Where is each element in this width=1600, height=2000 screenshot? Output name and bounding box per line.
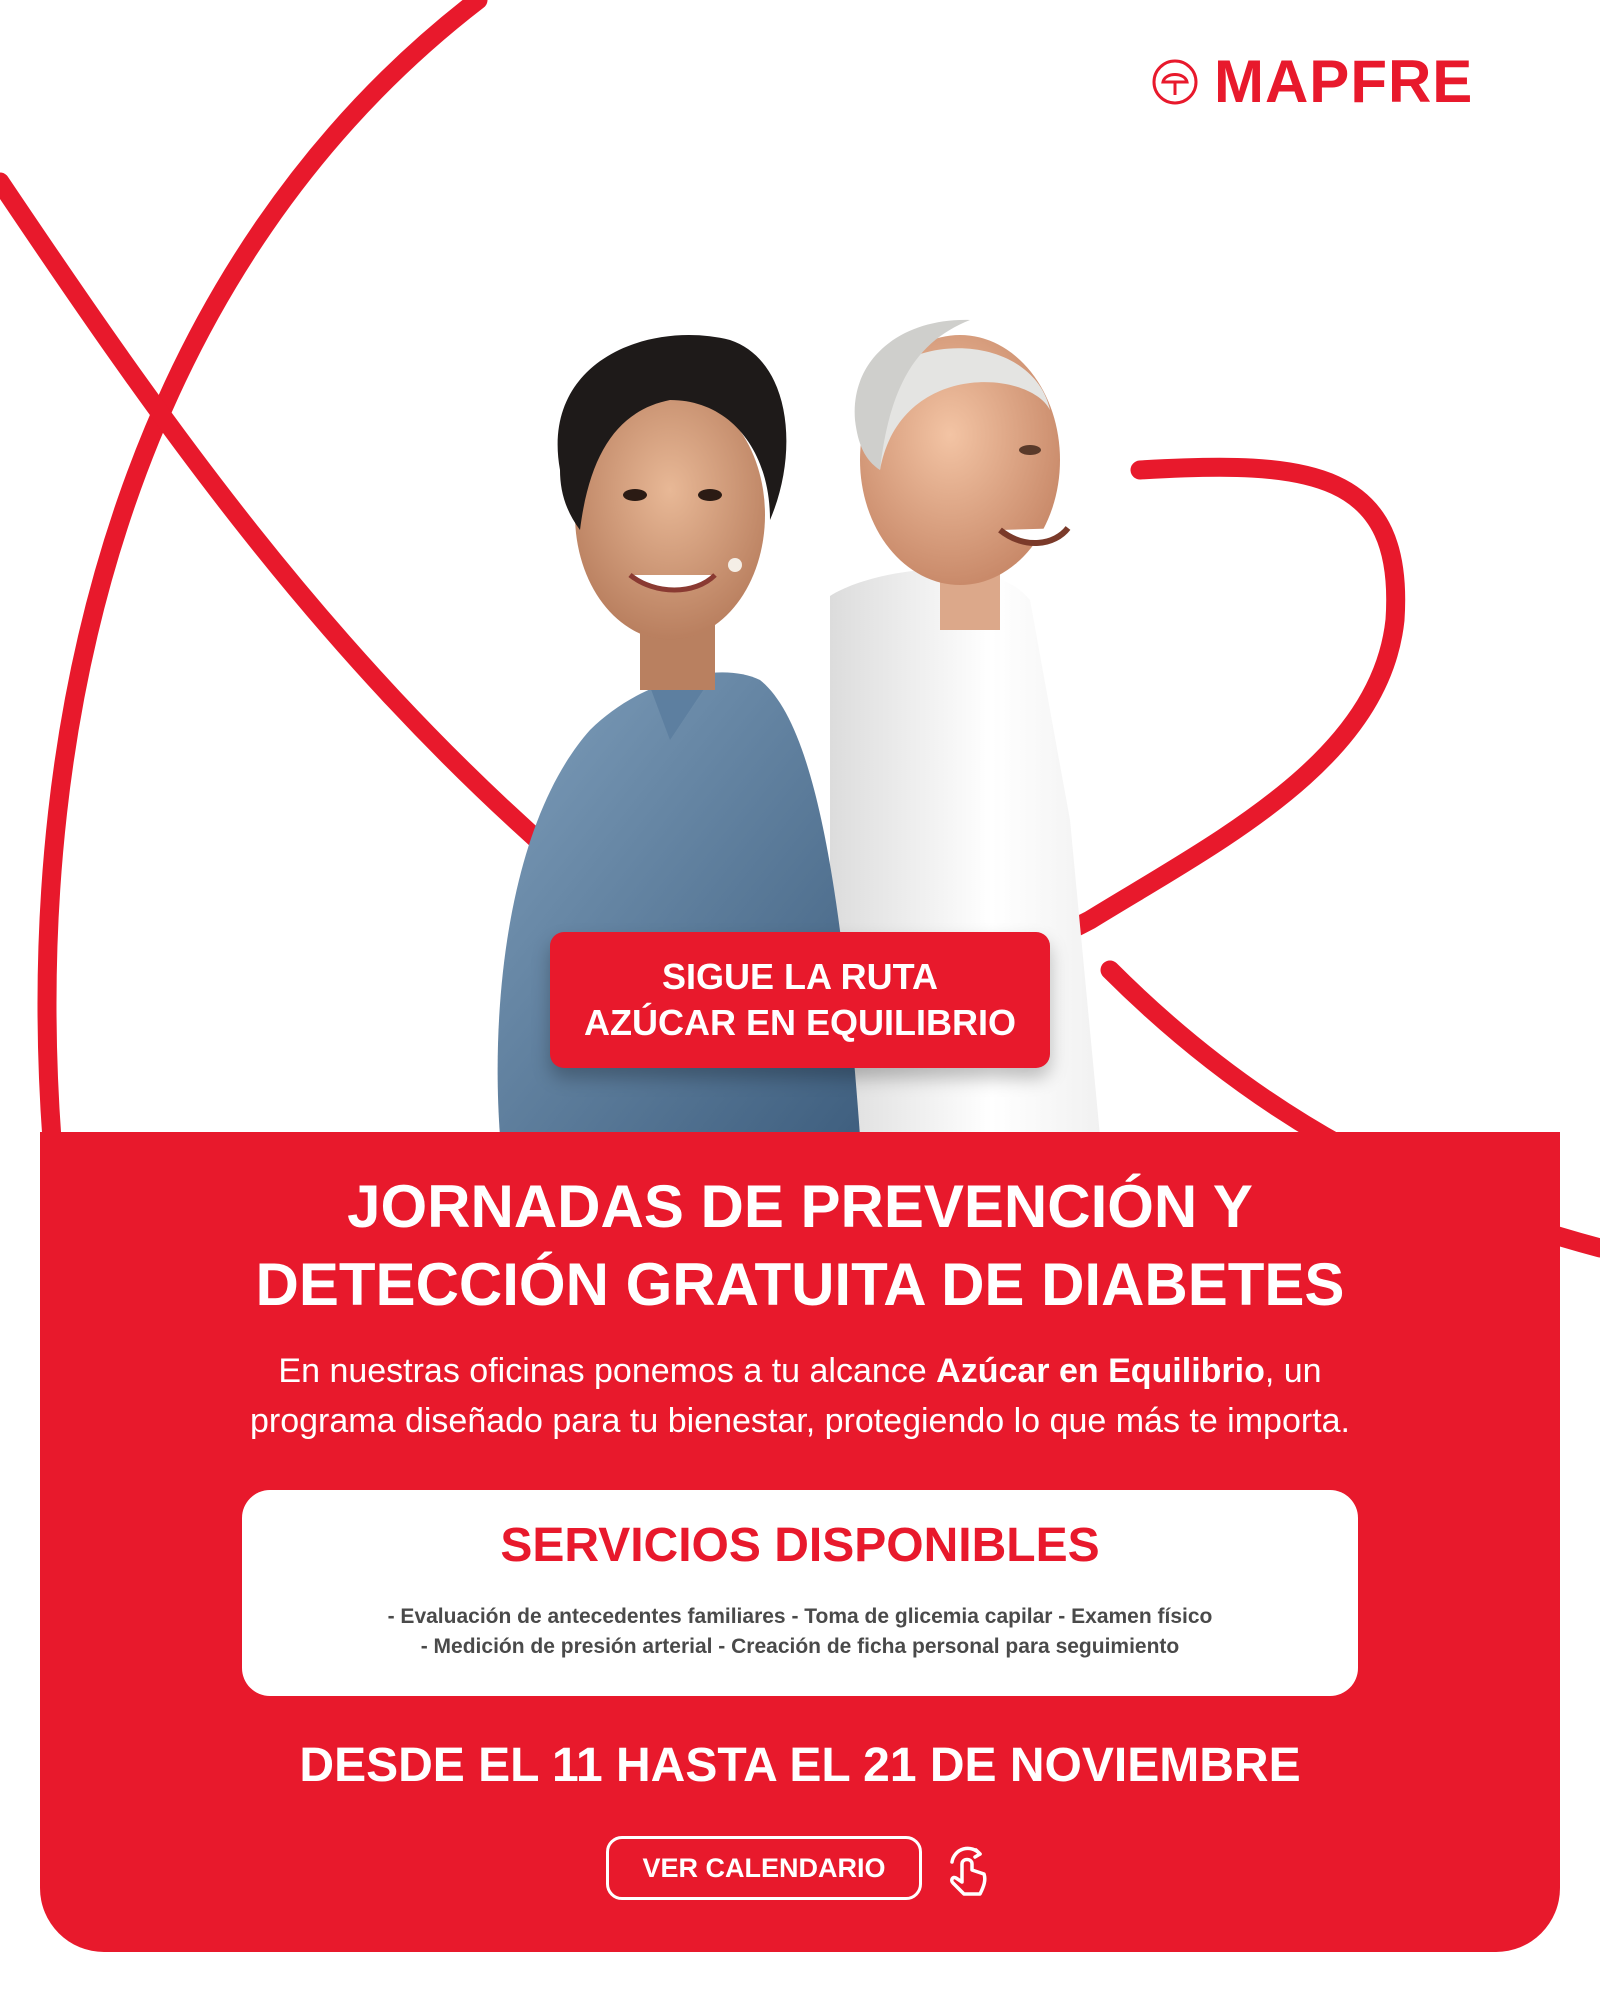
program-name: Azúcar en Equilibrio: [936, 1352, 1265, 1390]
intro-text: [40, 1346, 1560, 1446]
intro-line-2: programa diseñado para tu bienestar, protegiendo lo que más te importa.: [249, 1402, 1351, 1440]
info-panel: [40, 1132, 1560, 1952]
intro-text-part-2: , un: [1264, 1352, 1322, 1390]
route-badge: [550, 932, 1050, 1068]
badge-line-1: SIGUE LA RUTA: [662, 956, 938, 997]
services-card: [242, 1490, 1358, 1696]
services-list-line-1: - Evaluación de antecedentes familiares - Toma de glicemia capilar - Examen físico: [387, 1605, 1213, 1628]
services-list-line-2: - Medición de presión arterial - Creación de ficha personal para seguimiento: [420, 1635, 1180, 1658]
tap-hand-icon[interactable]: [942, 1842, 994, 1898]
headline: [40, 1168, 1560, 1324]
headline-line-2: DETECCIÓN GRATUITA DE DIABETES: [255, 1251, 1345, 1318]
event-dates: DESDE EL 11 HASTA EL 21 DE NOVIEMBRE: [299, 1739, 1301, 1792]
brand-name: MAPFRE: [1214, 48, 1474, 115]
intro-text-part-1: En nuestras oficinas ponemos a tu alcance: [278, 1352, 937, 1390]
badge-line-2: AZÚCAR EN EQUILIBRIO: [584, 1002, 1016, 1043]
mapfre-logo[interactable]: [1150, 48, 1474, 115]
services-title: SERVICIOS DISPONIBLES: [500, 1519, 1100, 1572]
intro-line-1: [40, 1346, 1560, 1396]
view-calendar-button[interactable]: VER CALENDARIO: [606, 1836, 922, 1900]
headline-line-1: JORNADAS DE PREVENCIÓN Y: [347, 1173, 1253, 1240]
mapfre-emblem-icon: [1150, 57, 1200, 107]
